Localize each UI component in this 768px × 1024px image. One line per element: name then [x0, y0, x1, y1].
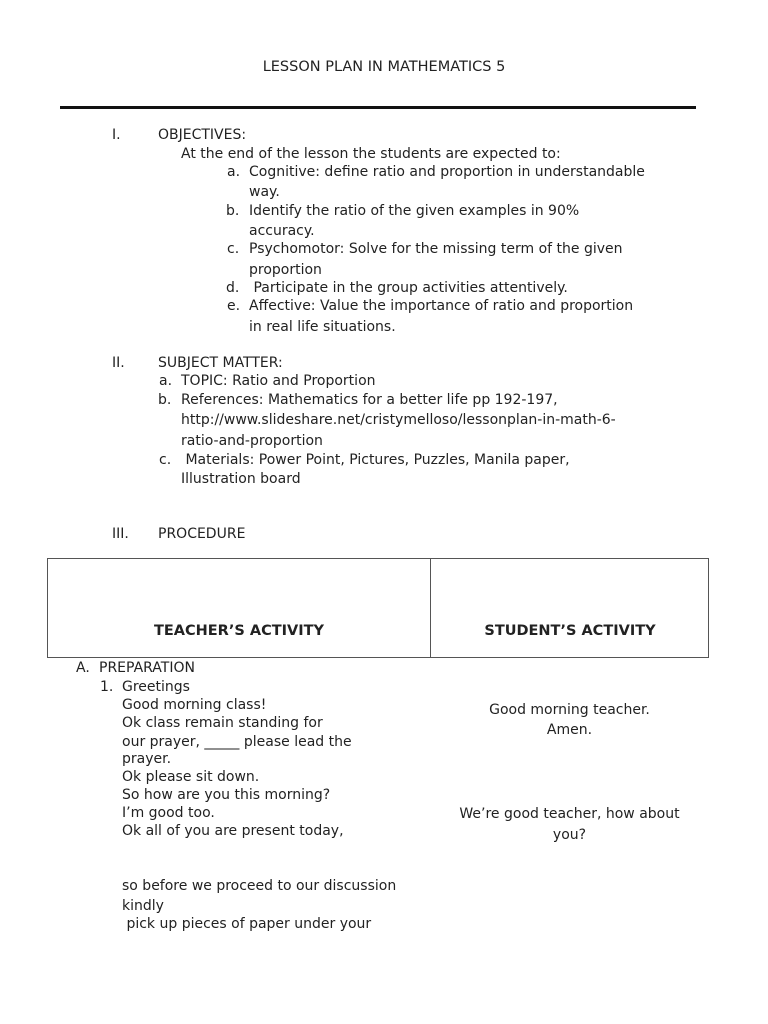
subject-b-marker: b.: [158, 392, 172, 408]
objectives-numeral: I.: [112, 127, 121, 143]
student-line: Amen.: [546, 722, 593, 738]
objective-a-line: Cognitive: define ratio and proportion in understandable: [249, 164, 645, 180]
objective-a-marker: a.: [227, 164, 241, 180]
teacher-line: pick up pieces of paper under your: [122, 916, 372, 932]
column-divider: [430, 559, 431, 657]
procedure-numeral: III.: [112, 526, 129, 542]
subject-references: References: Mathematics for a better life pp 192-197,: [181, 392, 558, 408]
objective-b-marker: b.: [226, 203, 240, 219]
objective-c-line: proportion: [249, 262, 322, 278]
greetings-heading: Greetings: [122, 679, 190, 695]
objective-b-line: accuracy.: [249, 223, 315, 239]
document-title: LESSON PLAN IN MATHEMATICS 5: [262, 59, 506, 75]
objectives-heading: OBJECTIVES:: [158, 127, 247, 143]
preparation-heading: PREPARATION: [99, 660, 195, 676]
subject-materials: Materials: Power Point, Pictures, Puzzles, Manila paper,: [181, 452, 570, 468]
teacher-line: kindly: [122, 898, 164, 914]
objective-d-marker: d.: [226, 280, 240, 296]
teacher-line: our prayer, _____ please lead the: [122, 734, 352, 750]
activity-table-header: [47, 558, 709, 658]
objectives-intro: At the end of the lesson the students are expected to:: [181, 146, 561, 162]
preparation-marker: A.: [76, 660, 90, 676]
objective-c-line: Psychomotor: Solve for the missing term of the given: [249, 241, 623, 257]
subject-matter-heading: SUBJECT MATTER:: [158, 355, 283, 371]
student-activity-header: STUDENT’S ACTIVITY: [484, 623, 656, 639]
objective-c-marker: c.: [227, 241, 240, 257]
teacher-line: prayer.: [122, 751, 172, 767]
subject-materials: Illustration board: [181, 471, 301, 487]
subject-topic: TOPIC: Ratio and Proportion: [181, 373, 376, 389]
teacher-line: Ok please sit down.: [122, 769, 260, 785]
procedure-heading: PROCEDURE: [158, 526, 246, 542]
subject-matter-numeral: II.: [112, 355, 125, 371]
teacher-line: Ok all of you are present today,: [122, 823, 344, 839]
reference-link[interactable]: http://www.slideshare.net/cristymelloso/lessonplan-in-math-6-: [181, 412, 616, 428]
objective-e-line: in real life situations.: [249, 319, 396, 335]
objective-e-marker: e.: [227, 298, 241, 314]
teacher-line: so before we proceed to our discussion: [122, 878, 397, 894]
objective-d-line: Participate in the group activities attentively.: [249, 280, 568, 296]
objective-b-line: Identify the ratio of the given examples in 90%: [249, 203, 580, 219]
teacher-line: So how are you this morning?: [122, 787, 331, 803]
subject-c-marker: c.: [159, 452, 172, 468]
teacher-line: Ok class remain standing for: [122, 715, 323, 731]
student-line: Good morning teacher.: [489, 702, 650, 718]
objective-a-line: way.: [249, 184, 280, 200]
title-divider: [60, 106, 696, 109]
teacher-activity-header: TEACHER’S ACTIVITY: [153, 623, 325, 639]
greetings-marker: 1.: [100, 679, 114, 695]
student-line: you?: [552, 827, 587, 843]
teacher-line: Good morning class!: [122, 697, 267, 713]
student-line: We’re good teacher, how about: [459, 806, 680, 822]
teacher-line: I’m good too.: [122, 805, 215, 821]
subject-a-marker: a.: [159, 373, 173, 389]
reference-link[interactable]: ratio-and-proportion: [181, 433, 323, 449]
objective-e-line: Affective: Value the importance of ratio and proportion: [249, 298, 634, 314]
